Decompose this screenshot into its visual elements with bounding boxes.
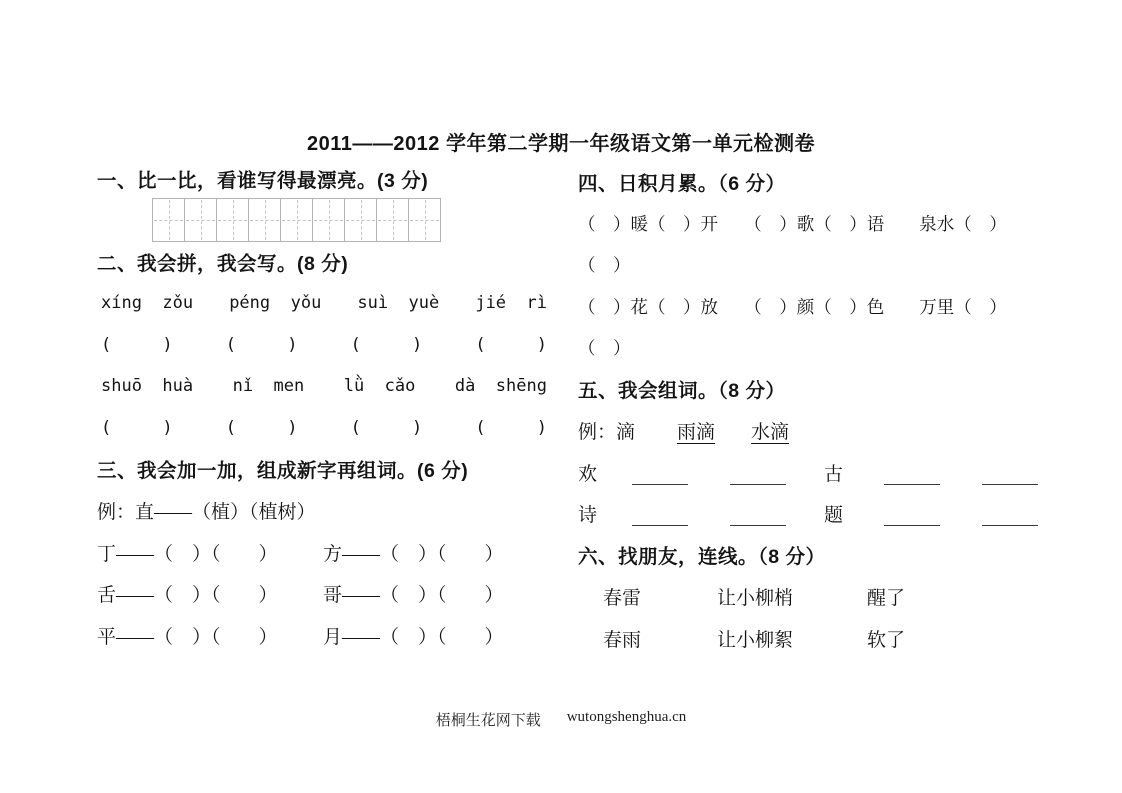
answer-parens: ( ) — [101, 334, 173, 355]
blank-line — [730, 501, 786, 526]
add-char-item: 丁——（ ）（ ） — [97, 543, 278, 565]
answer-parens: ( ) — [350, 417, 423, 438]
section1-heading: 一、比一比，看谁写得最漂亮。(3 分) — [97, 169, 429, 192]
add-char-item: 平——（ ）（ ） — [97, 626, 278, 648]
answer-parens: ( ) — [225, 417, 298, 438]
section2-heading: 二、我会拼，我会写。(8 分) — [97, 252, 349, 275]
matching-row — [578, 618, 1030, 660]
section5-heading: 五、我会组词。（8 分） — [578, 380, 786, 403]
section5-example — [578, 410, 1030, 452]
word-char: 题 — [824, 505, 844, 527]
grid-cell — [280, 198, 313, 242]
example-word-underlined: 水滴 — [751, 422, 790, 444]
example-prefix: 例：滴 — [578, 422, 636, 444]
grid-cell — [248, 198, 281, 242]
grid-cell — [216, 198, 249, 242]
answer-parens: ( ) — [225, 334, 298, 355]
fill-blank-line: （ ） — [578, 338, 631, 359]
footer-site-name: 梧桐生花网下载 — [435, 713, 541, 729]
answer-parens: ( ) — [350, 334, 423, 355]
blank-line — [982, 460, 1038, 485]
section3-row — [97, 615, 547, 657]
blank-line — [730, 460, 786, 485]
answer-parens: ( ) — [475, 417, 547, 438]
section5-row — [578, 452, 1030, 494]
blank-line — [632, 460, 688, 485]
blank-line — [982, 501, 1038, 526]
pinyin-word: suì yuè — [357, 293, 440, 314]
left-column — [97, 158, 547, 656]
writing-grid — [97, 200, 547, 242]
page-title: 2011——2012 学年第二学期一年级语文第一单元检测卷 — [307, 133, 815, 155]
blank-line — [632, 501, 688, 526]
section3-row — [97, 532, 547, 574]
add-char-item: 哥——（ ）（ ） — [323, 585, 504, 607]
match-item: 醒了 — [867, 588, 906, 610]
right-column — [578, 161, 1030, 659]
match-item: 让小柳絮 — [717, 629, 794, 651]
pinyin-word: dà shēng — [454, 376, 547, 397]
answer-paren-row-2 — [97, 407, 547, 449]
section3-example: 例：直——（植）（植树） — [97, 502, 316, 524]
word-char: 欢 — [578, 463, 598, 485]
fill-blank-line: （ ）暖（ ）开 （ ）歌（ ）语 泉水（ ） — [578, 213, 1007, 234]
section3-row — [97, 573, 547, 615]
pinyin-word: lǜ cǎo — [343, 376, 416, 397]
pinyin-word: shuō huà — [101, 376, 194, 397]
grid-cell — [376, 198, 409, 242]
add-char-item: 舌——（ ）（ ） — [97, 585, 278, 607]
section5-row — [578, 493, 1030, 535]
add-char-item: 月——（ ）（ ） — [323, 626, 504, 648]
blank-line — [884, 460, 940, 485]
section4-heading: 四、日积月累。（6 分） — [578, 172, 786, 195]
pinyin-row-2 — [97, 366, 547, 408]
pinyin-row-1 — [97, 283, 547, 325]
word-char: 诗 — [578, 505, 598, 527]
pinyin-word: jié rì — [475, 293, 547, 314]
grid-cell — [312, 198, 345, 242]
match-item: 软了 — [867, 629, 906, 651]
grid-cell — [408, 198, 441, 242]
pinyin-word: xíng zǒu — [101, 293, 194, 314]
footer-site-url: wutongshenghua.cn — [566, 709, 687, 725]
grid-cell — [184, 198, 217, 242]
blank-line — [884, 501, 940, 526]
fill-blank-line: （ ） — [578, 255, 631, 276]
add-char-item: 方——（ ）（ ） — [323, 543, 504, 565]
match-item: 春雨 — [603, 629, 642, 651]
example-word-underlined: 雨滴 — [677, 422, 716, 444]
word-char: 古 — [824, 463, 844, 485]
grid-cell — [152, 198, 185, 242]
answer-paren-row-1 — [97, 324, 547, 366]
section3-heading: 三、我会加一加，组成新字再组词。(6 分) — [97, 460, 469, 483]
grid-cell — [344, 198, 377, 242]
section6-heading: 六、找朋友，连线。（8 分） — [578, 546, 826, 569]
answer-parens: ( ) — [475, 334, 547, 355]
match-item: 春雷 — [603, 588, 642, 610]
answer-parens: ( ) — [101, 417, 173, 438]
fill-blank-line: （ ）花（ ）放 （ ）颜（ ）色 万里（ ） — [578, 296, 1007, 317]
match-item: 让小柳梢 — [717, 588, 794, 610]
footer — [0, 709, 1122, 730]
matching-row — [578, 576, 1030, 618]
pinyin-word: péng yǒu — [229, 293, 322, 314]
pinyin-word: nǐ men — [232, 376, 305, 397]
